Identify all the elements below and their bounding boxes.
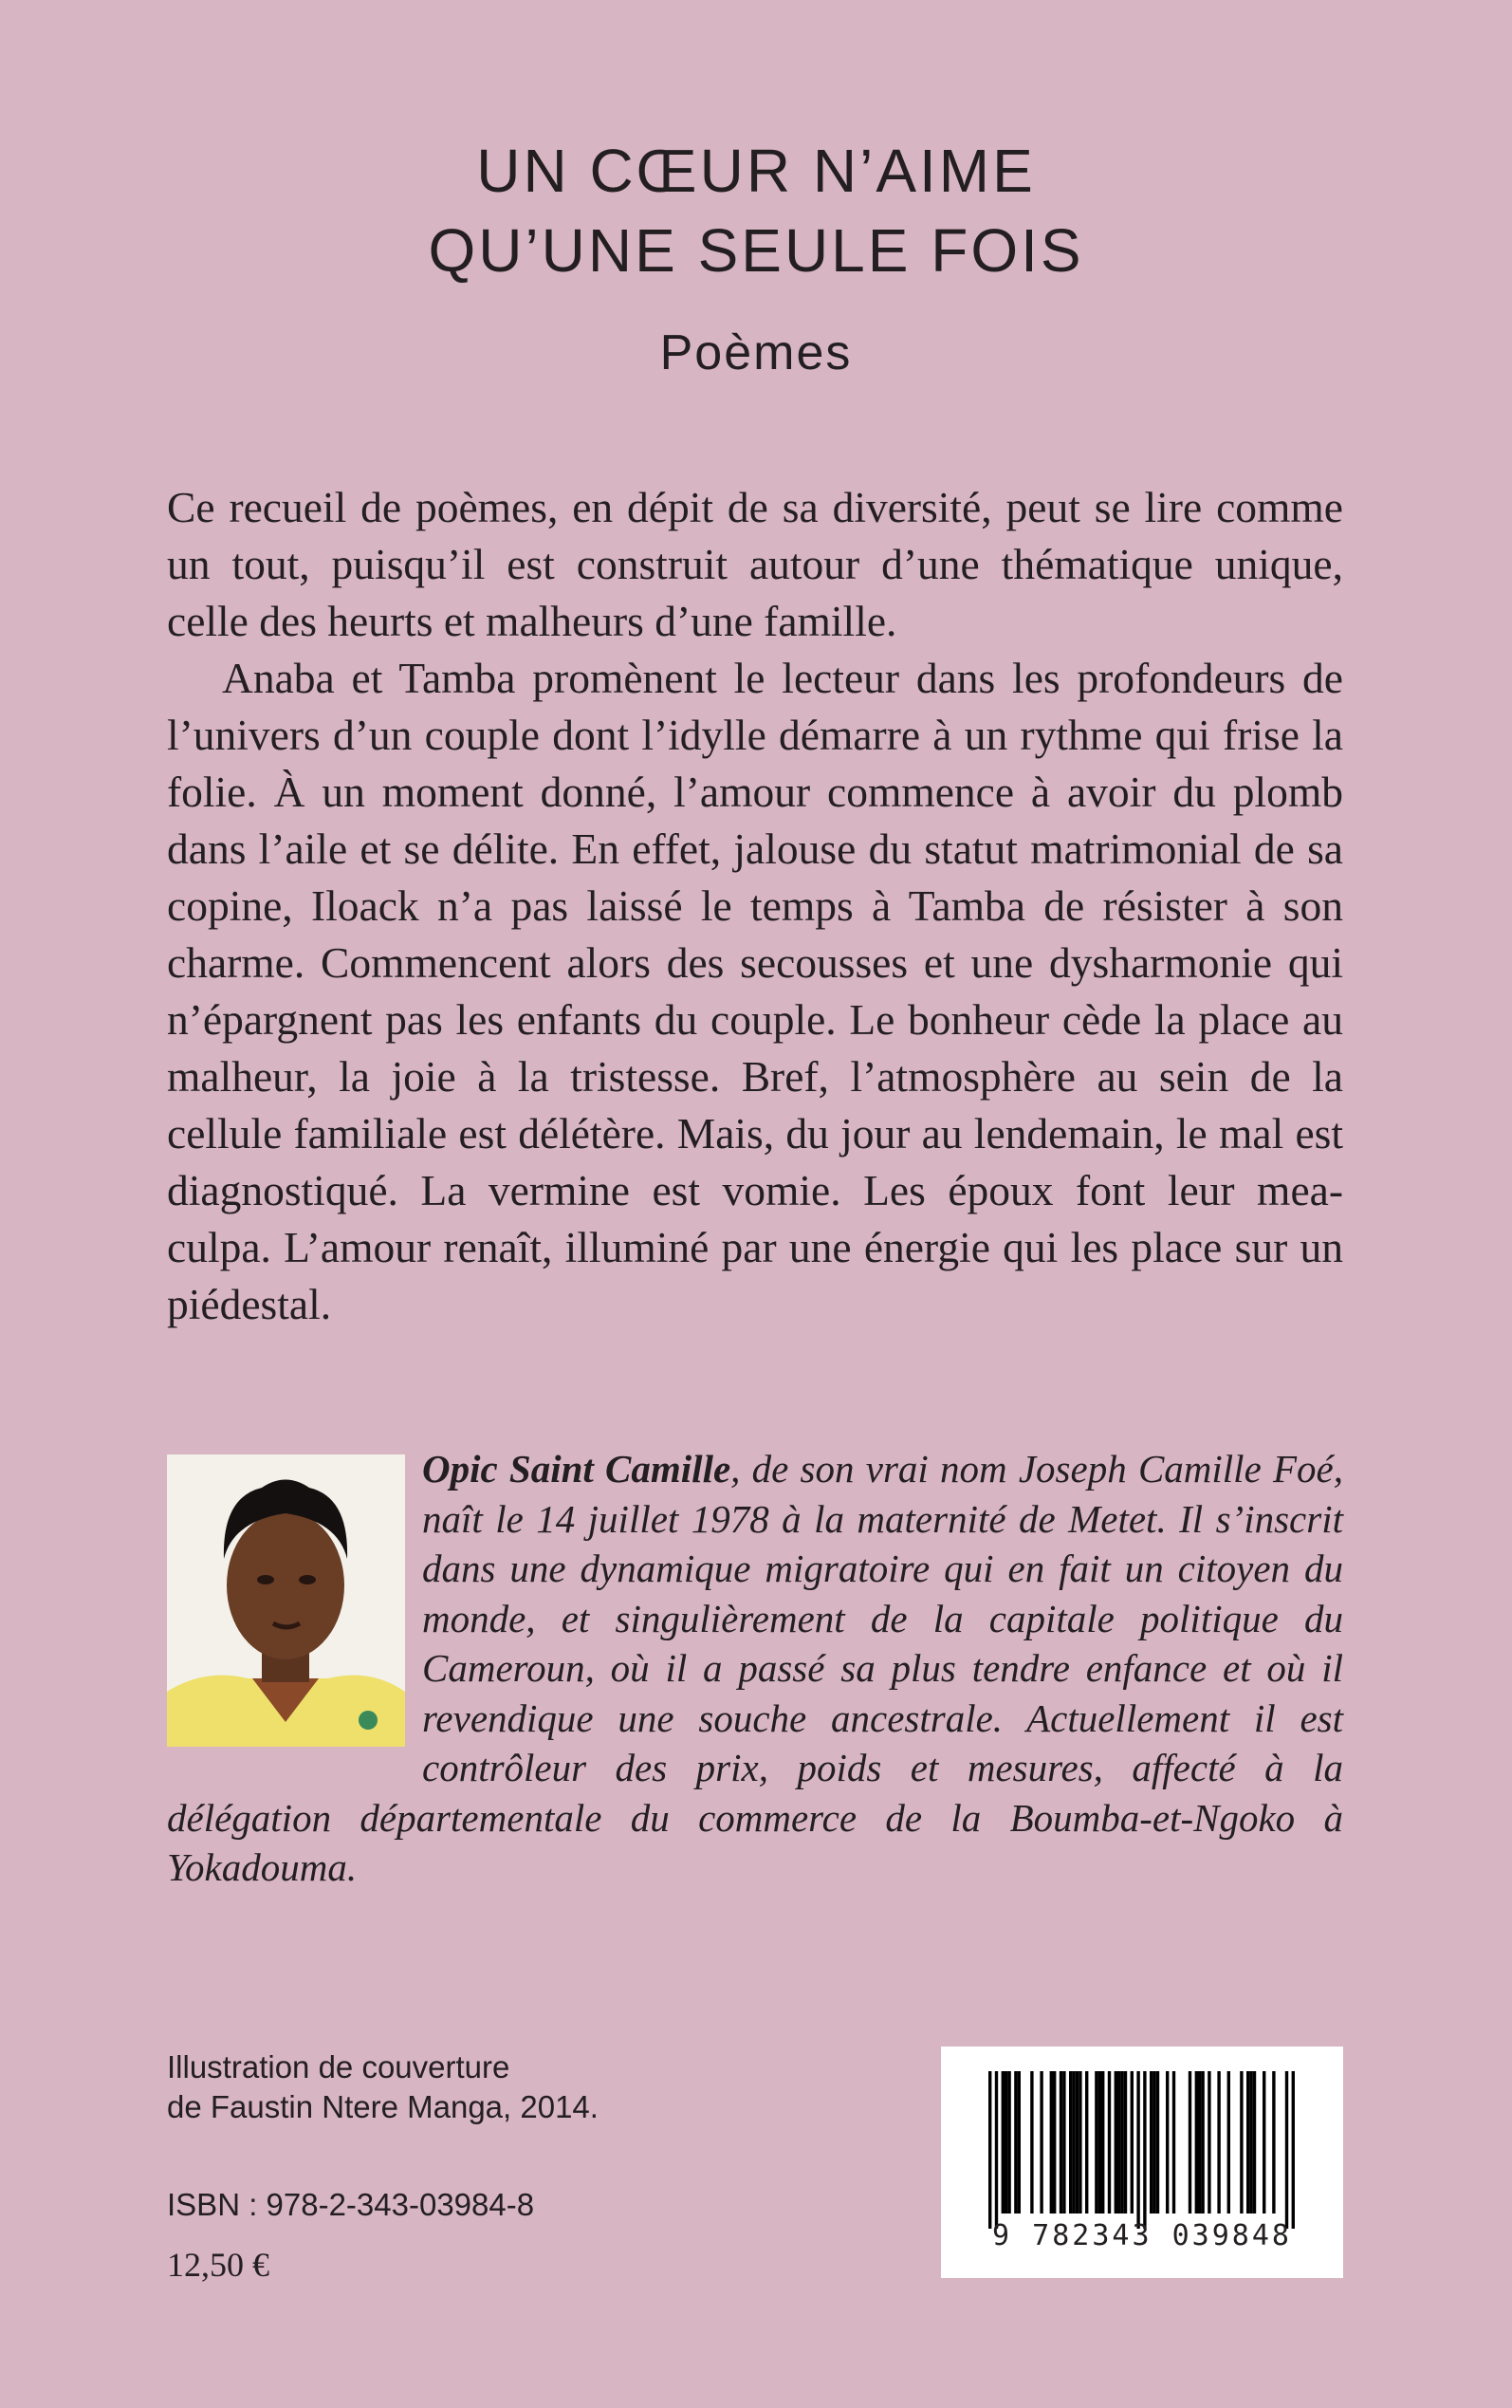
price: 12,50 € xyxy=(167,2246,269,2284)
barcode-bar xyxy=(1249,2071,1252,2214)
barcode-bar xyxy=(1152,2071,1155,2214)
barcode-bar xyxy=(1095,2071,1097,2214)
barcode-bar xyxy=(1014,2071,1017,2214)
barcode-bar xyxy=(1263,2071,1265,2214)
barcode-bar xyxy=(1195,2071,1198,2214)
barcode-bar xyxy=(1189,2071,1191,2214)
barcode-bar xyxy=(1115,2071,1117,2214)
barcode-bar xyxy=(1069,2071,1072,2214)
barcode-bar xyxy=(1227,2071,1230,2214)
barcode-bar xyxy=(1007,2071,1010,2214)
barcode-bar xyxy=(1246,2071,1249,2214)
barcode-bar xyxy=(1136,2071,1139,2229)
barcode-bar xyxy=(1050,2071,1053,2214)
barcode-bar xyxy=(1172,2071,1175,2214)
barcode-bar xyxy=(1131,2071,1134,2214)
barcode-bar xyxy=(1292,2071,1295,2229)
illustration-credit xyxy=(167,2047,599,2127)
barcode-bar xyxy=(1217,2071,1220,2214)
barcode-bar xyxy=(995,2071,998,2229)
barcode-bar xyxy=(988,2071,991,2229)
book-title-line-2: QU’UNE SEULE FOIS xyxy=(428,216,1084,285)
barcode-bar xyxy=(1150,2071,1152,2214)
isbn: ISBN : 978-2-343-03984-8 xyxy=(167,2187,535,2222)
book-title xyxy=(0,131,1512,290)
barcode-bar xyxy=(1272,2071,1275,2214)
barcode-bar xyxy=(1198,2071,1201,2214)
book-title-line-1: UN CŒUR N’AIME xyxy=(476,137,1036,205)
barcode-bar xyxy=(1076,2071,1079,2214)
barcode xyxy=(941,2047,1343,2278)
barcode-digits: 9 782343 039848 xyxy=(992,2219,1292,2252)
book-blurb xyxy=(167,479,1343,1333)
barcode-bar xyxy=(1240,2071,1243,2214)
barcode-bar xyxy=(1005,2071,1007,2214)
barcode-bar xyxy=(1060,2071,1062,2214)
barcode-bar xyxy=(1030,2071,1033,2214)
author-bio xyxy=(167,1444,1343,1893)
barcode-bar xyxy=(1053,2071,1056,2214)
barcode-bar xyxy=(1166,2071,1169,2214)
barcode-bar xyxy=(1072,2071,1075,2214)
barcode-bar xyxy=(1085,2071,1088,2214)
barcode-bar xyxy=(1108,2071,1111,2214)
barcode-bar xyxy=(1253,2071,1256,2214)
barcode-bar xyxy=(1120,2071,1123,2214)
credit-line-2: de Faustin Ntere Manga, 2014. xyxy=(167,2089,599,2124)
barcode-bar xyxy=(1285,2071,1288,2229)
barcode-bar xyxy=(1208,2071,1210,2214)
credit-line-1: Illustration de couverture xyxy=(167,2049,510,2084)
blurb-paragraph-2: Anaba et Tamba promènent le lecteur dans les profondeurs de l’univers d’un couple dont l’idylle démarre à un rythme qui frise la folie. À un moment donné, l’amour commence à avoir du plomb dans l’aile et se délite. En effet, jalouse du statut matrimonial de sa copine, Iloack n’a pas laissé le temps à Tamba de résister à son charme. Commencent alors des secousses et une dysharmonie qui n’épargnent pas les enfants du couple. Le bonheur cède la place au malheur, la joie à la tristesse. Bref, l’atmosphère au sein de la cellule familiale est délétère. Mais, du jour au lendemain, le mal est diagnostiqué. La vermine est vomie. Les époux font leur mea-culpa. L’amour renaît, illuminé par une énergie qui les place sur un piédestal. xyxy=(167,654,1343,1328)
barcode-bar xyxy=(1124,2071,1127,2214)
barcode-bar xyxy=(1040,2071,1042,2214)
barcode-bar xyxy=(1062,2071,1065,2214)
barcode-bar xyxy=(1101,2071,1104,2214)
barcode-bar xyxy=(1002,2071,1005,2214)
barcode-bar xyxy=(1201,2071,1204,2214)
barcode-bar xyxy=(1098,2071,1101,2214)
photo-spacer xyxy=(167,1444,405,1746)
book-subtitle: Poèmes xyxy=(659,325,853,380)
barcode-bar xyxy=(1156,2071,1159,2214)
author-name: Opic Saint Camille xyxy=(422,1447,731,1491)
barcode-bar xyxy=(1079,2071,1081,2214)
barcode-bar xyxy=(1143,2071,1146,2229)
blurb-paragraph-1: Ce recueil de poèmes, en dépit de sa diversité, peut se lire comme un tout, puisqu’il est construit autour d’une thématique unique, celle des heurts et malheurs d’une famille. xyxy=(167,483,1343,645)
author-bio-text: , de son vrai nom Joseph Camille Foé, naît le 14 juillet 1978 à la maternité de Metet. Il s’inscrit dans une dynamique migratoire qui en fait un citoyen du monde, et singulièrement de la capitale politique du Cameroun, où il a passé sa plus tendre enfance et où il revendique une souche ancestrale. Actuellement il est contrôleur des prix, poids et mesures, affecté à la délégation départementale du commerce de la Boumba-et-Ngoko à Yokadouma. xyxy=(167,1447,1343,1889)
barcode-bar xyxy=(1018,2071,1021,2214)
barcode-bar xyxy=(1117,2071,1120,2214)
